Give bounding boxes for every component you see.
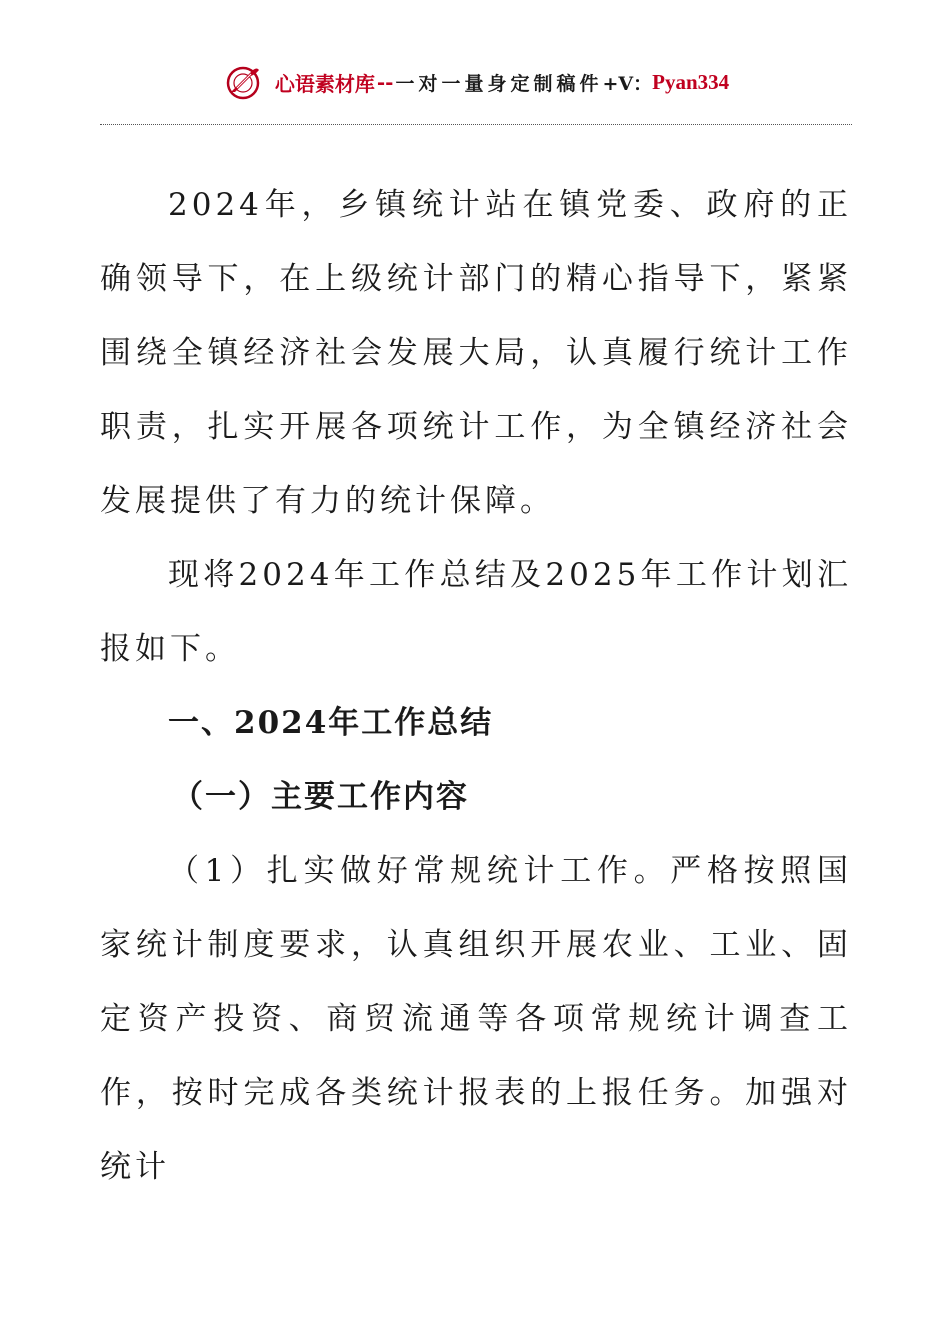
brand-name: 心语素材库	[274, 71, 375, 96]
intro-paragraph: 2024年，乡镇统计站在镇党委、政府的正确领导下，在上级统计部门的精心指导下，紧紧围绕全镇经济社会发展大局，认真履行统计工作职责，扎实开展各项统计工作，为全镇经济社会发展提供了有力的统计保障。	[100, 187, 852, 519]
contact-label: +V：	[602, 72, 653, 95]
page-header	[100, 60, 852, 104]
work-item-paragraph: （1）扎实做好常规统计工作。严格按照国家统计制度要求，认真组织开展农业、工业、固定资产投资、商贸流通等各项常规统计调查工作，按时完成各类统计报表的上报任务。加强对统计	[100, 853, 852, 1185]
quill-circle-icon	[223, 62, 263, 102]
header-tagline: 一对一量身定制稿件	[395, 72, 603, 95]
report-statement-paragraph: 现将2024年工作总结及2025年工作计划汇报如下。	[100, 557, 852, 667]
section-heading: 一、2024年工作总结	[168, 705, 494, 741]
contact-id: Pyan334	[652, 69, 730, 94]
subsection-heading: （一）主要工作内容	[172, 779, 469, 815]
header-separator: --	[376, 70, 394, 94]
document-body	[100, 168, 852, 1204]
header-divider	[100, 124, 852, 125]
